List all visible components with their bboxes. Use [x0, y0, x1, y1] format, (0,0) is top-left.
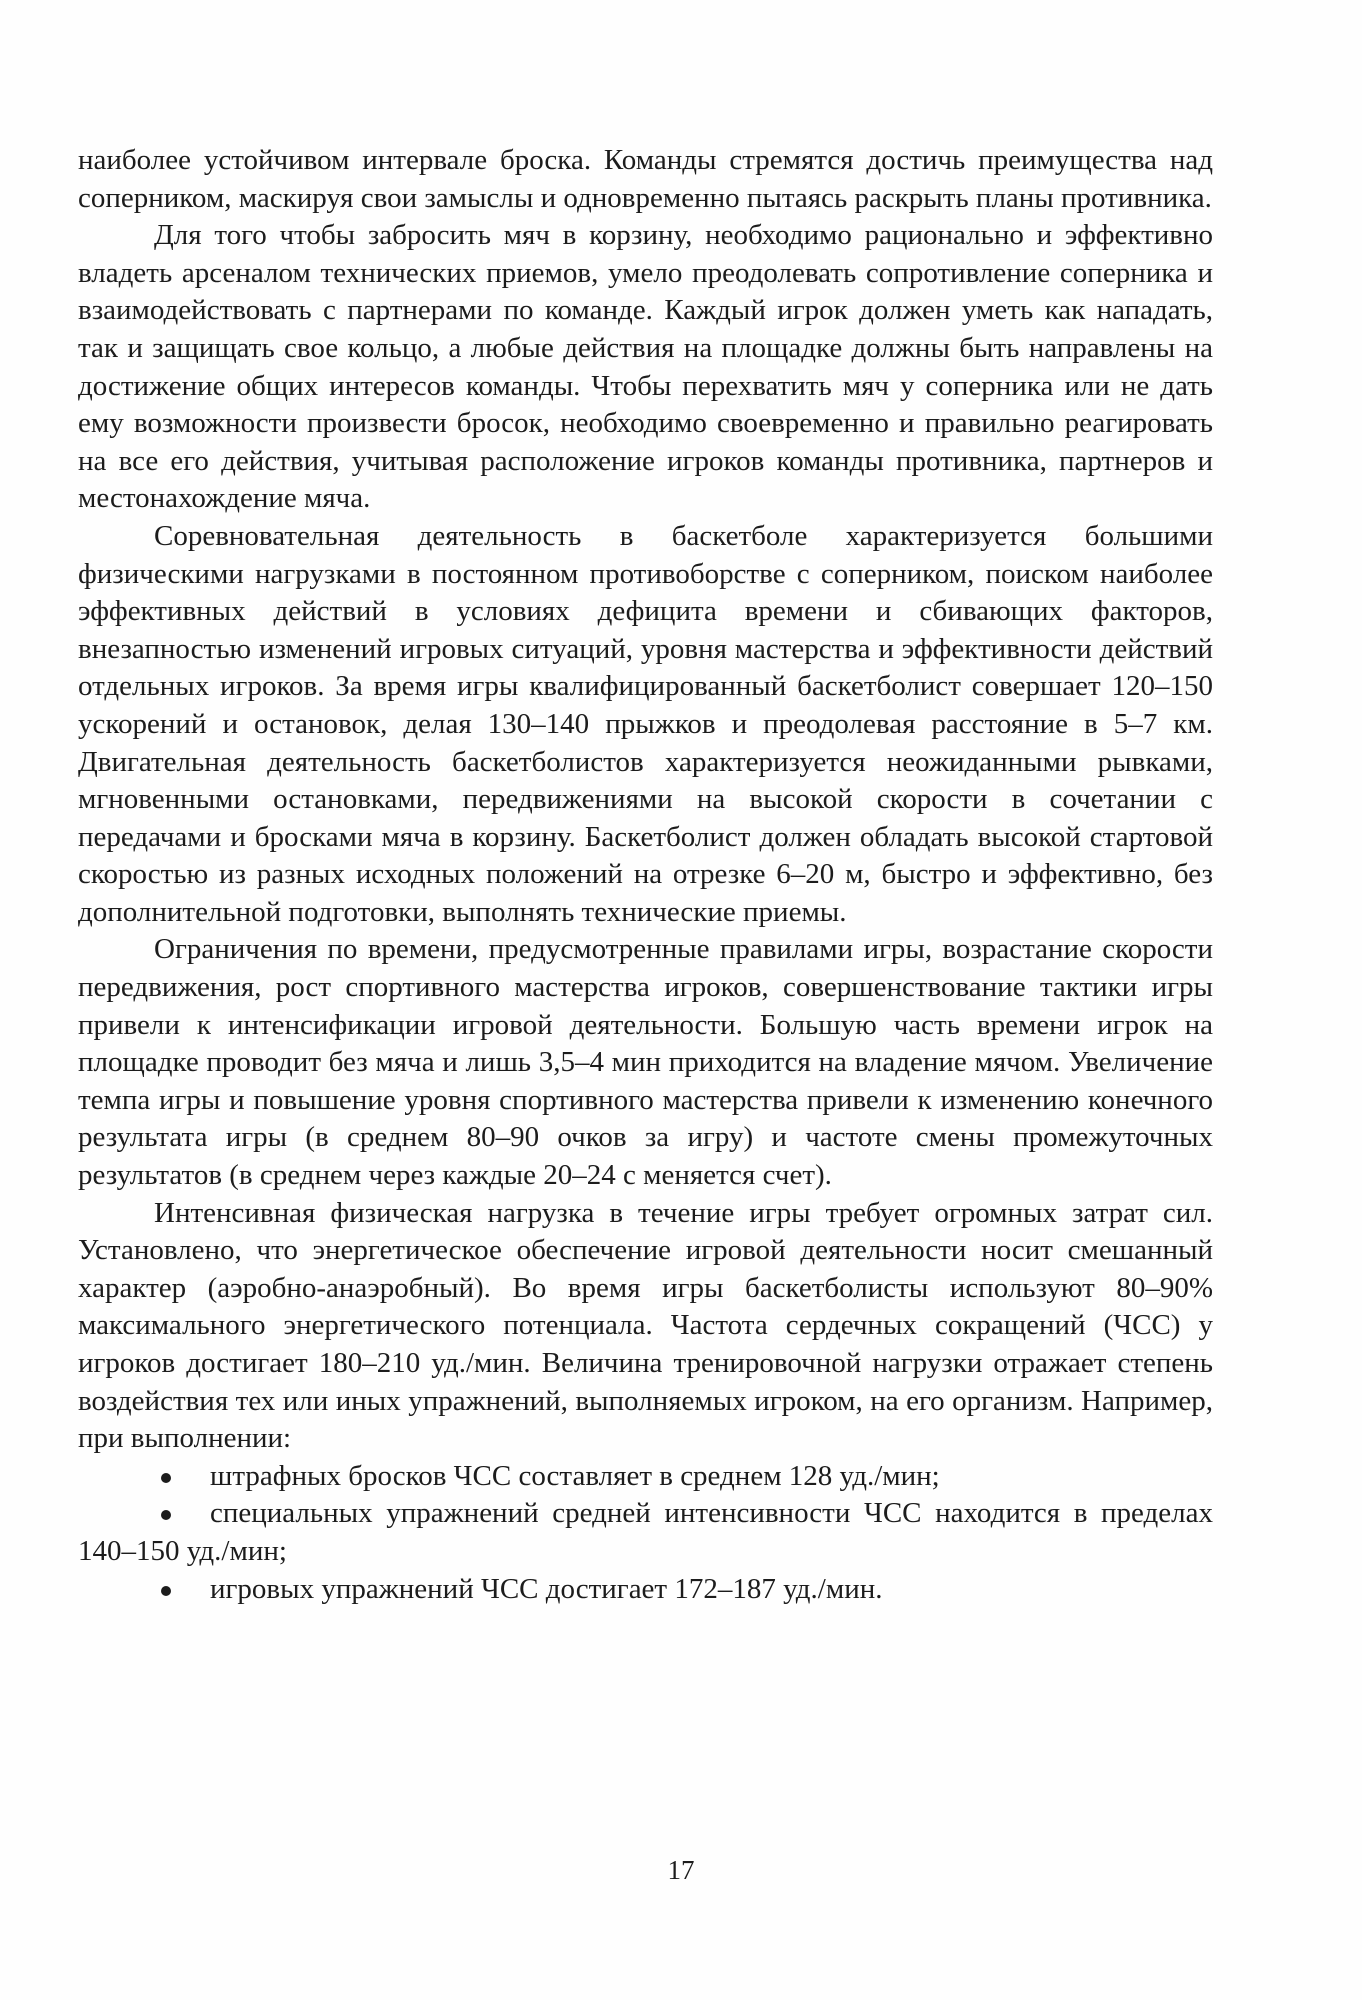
- paragraph: Ограничения по времени, предусмотренные правилами игры, возрастание скорости передвижения, рост спортивного мастерства игроков, совершенствование тактики игры привели к интенсификации игровой деятельности. Большую часть времени игрок на площадке проводит без мяча и лишь 3,5–4 мин приходится на владение мячом. Увеличение темпа игры и повышение уровня спортивного мастерства привели к изменению конечного результата игры (в среднем 80–90 очков за игру) и частоте смены промежуточных результатов (в среднем через каждые 20–24 с меняется счет).: [78, 933, 1213, 1192]
- paragraph-continuation: наиболее устойчивом интервале броска. Команды стремятся достичь преимущества над соперником, маскируя свои замыслы и одновременно пытаясь раскрыть планы противника.: [78, 144, 1213, 214]
- paragraph: Для того чтобы забросить мяч в корзину, необходимо рационально и эффективно владеть арсеналом технических приемов, умело преодолевать сопротивление соперника и взаимодействовать с партнерами по команде. Каждый игрок должен уметь как нападать, так и защищать свое кольцо, а любые действия на площадке должны быть направлены на достижение общих интересов команды. Чтобы перехватить мяч у соперника или не дать ему возможности произвести бросок, необходимо своевременно и правильно реагировать на все его действия, учитывая расположение игроков команды противника, партнеров и местонахождение мяча.: [78, 219, 1213, 515]
- list-item: [78, 1571, 1213, 1609]
- bullet-list: [78, 1458, 1213, 1608]
- bullet-icon: [161, 1586, 171, 1596]
- bullet-icon: [161, 1510, 171, 1520]
- list-item-text: штрафных бросков ЧСС составляет в среднем 128 уд./мин;: [210, 1459, 940, 1492]
- list-item: [78, 1495, 1213, 1570]
- list-item-text: игровых упражнений ЧСС достигает 172–187 уд./мин.: [210, 1572, 883, 1605]
- paragraph: Соревновательная деятельность в баскетболе характеризуется большими физическими нагрузками в постоянном противоборстве с соперником, поиском наиболее эффективных действий в условиях дефицита времени и сбивающих факторов, внезапностью изменений игровых ситуаций, уровня мастерства и эффективности действий отдельных игроков. За время игры квалифицированный баскетболист совершает 120–150 ускорений и остановок, делая 130–140 прыжков и преодолевая расстояние в 5–7 км. Двигательная деятельность баскетболистов характеризуется неожиданными рывками, мгновенными остановками, передвижениями на высокой скорости в сочетании с передачами и бросками мяча в корзину. Баскетболист должен обладать высокой стартовой скоростью из разных исходных положений на отрезке 6–20 м, быстро и эффективно, без дополнительной подготовки, выполнять технические приемы.: [78, 519, 1213, 928]
- list-item-text: специальных упражнений средней интенсивности ЧСС находится в пределах 140–150 уд./мин;: [78, 1497, 1213, 1567]
- list-item: [78, 1458, 1213, 1496]
- bullet-icon: [161, 1473, 171, 1483]
- paragraph: Интенсивная физическая нагрузка в течение игры требует огромных затрат сил. Установлено, что энергетическое обеспечение игровой деятельности носит смешанный характер (аэробно-анаэробный). Во время игры баскетболисты используют 80–90% максимального энергетического потенциала. Частота сердечных сокращений (ЧСС) у игроков достигает 180–210 уд./мин. Величина тренировочной нагрузки отражает степень воздействия тех или иных упражнений, выполняемых игроком, на его организм. Например, при выполнении:: [78, 1196, 1213, 1455]
- page-number: 17: [667, 1855, 695, 1885]
- body-text: [78, 142, 1213, 1608]
